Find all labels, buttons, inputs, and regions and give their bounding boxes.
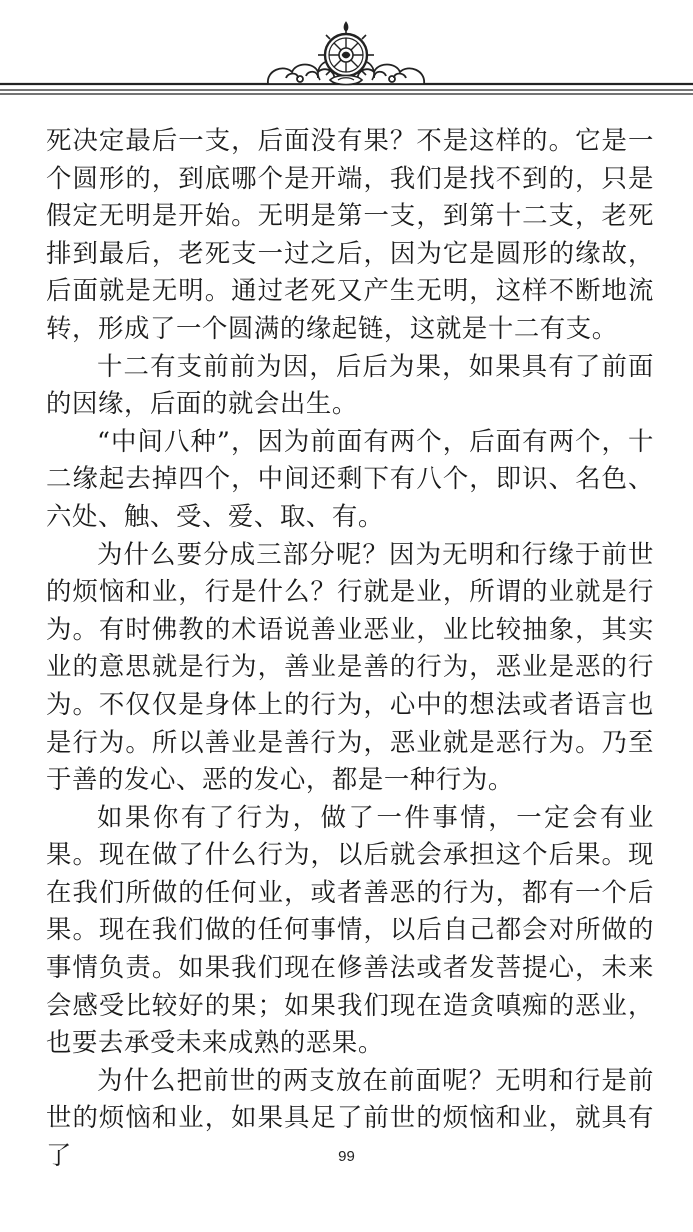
paragraph-5: 如果你有了行为，做了一件事情，一定会有业果。现在做了什么行为，以后就会承担这个后果。现在我们所做的任何业，或者善恶的行为，都有一个后果。现在我们做的任何事情，以后自己都会对所做的事情负责。如果我们现在修善法或者发菩提心，未来会感受比较好的果；如果我们现在造贪嗔痴的恶业，也要去承受未来成熟的恶果。 (46, 801, 654, 1058)
page-body (46, 122, 654, 1175)
paragraph-4: 为什么要分成三部分呢？因为无明和行缘于前世的烦恼和业，行是什么？行就是业，所谓的业就是行为。有时佛教的术语说善业恶业，业比较抽象，其实业的意思就是行为，善业是善的行为，恶业是恶的行为。不仅仅是身体上的行为，心中的想法或者语言也是行为。所以善业是善行为，恶业就是恶行为。乃至于善的发心、恶的发心，都是一种行为。 (46, 538, 654, 795)
page-number: 99 (338, 1148, 355, 1165)
paragraph-1: 死决定最后一支，后面没有果？不是这样的。它是一个圆形的，到底哪个是开端，我们是找不到的，只是假定无明是开始。无明是第一支，到第十二支，老死排到最后，老死支一过之后，因为它是圆形的缘故，后面就是无明。通过老死又产生无明，这样不断地流转，形成了一个圆满的缘起链，这就是十二有支。 (46, 125, 654, 343)
paragraph-2: 十二有支前前为因，后后为果，如果具有了前面的因缘，后面的就会出生。 (46, 350, 654, 419)
paragraph-6: 为什么把前世的两支放在前面呢？无明和行是前世的烦恼和业，如果具足了前世的烦恼和业，就具有了 (46, 1064, 654, 1171)
page-header (0, 0, 693, 110)
dharma-wheel-icon (318, 22, 374, 85)
header-rule (0, 84, 693, 94)
cloud-right-icon (358, 65, 424, 85)
paragraph-3: “中间八种”，因为前面有两个，后面有两个，十二缘起去掉四个，中间还剩下有八个，即识、名色、六处、触、受、爱、取、有。 (46, 425, 654, 531)
cloud-left-icon (268, 65, 334, 85)
header-ornament (0, 0, 693, 110)
